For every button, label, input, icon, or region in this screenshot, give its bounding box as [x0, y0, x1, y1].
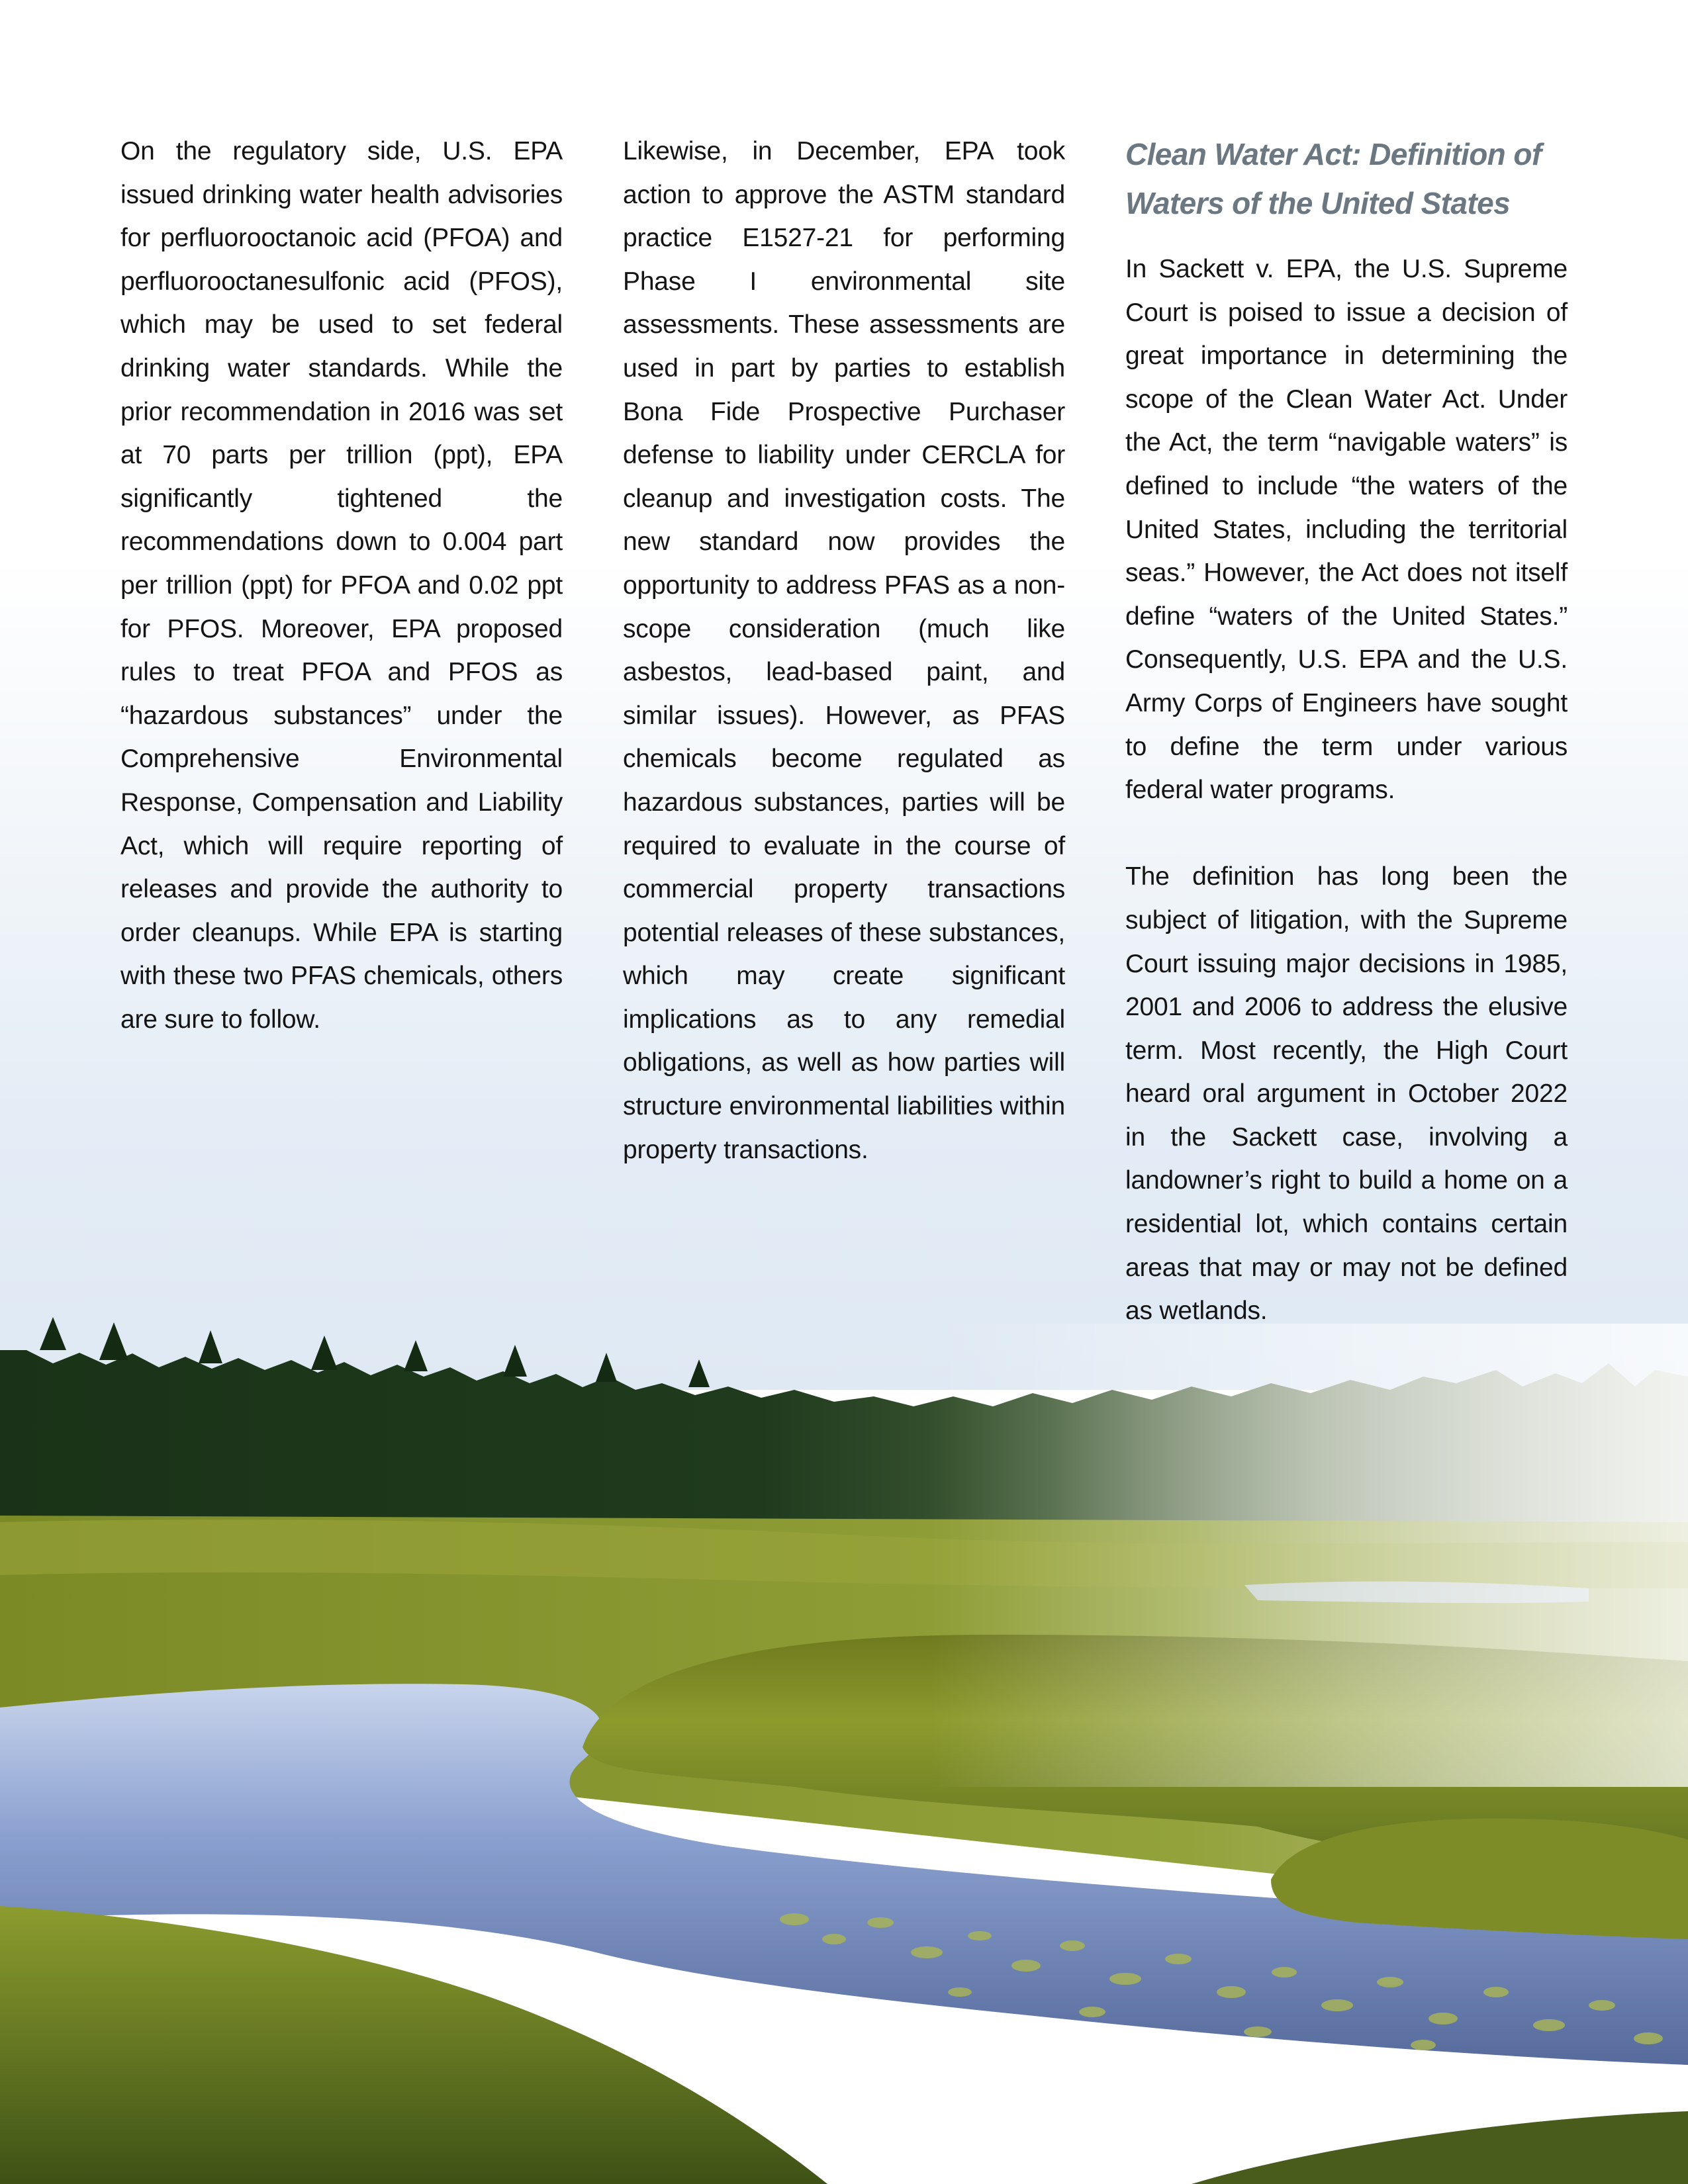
paragraph-astm-standard: Likewise, in December, EPA took action to approve the ASTM standard practice E1527-21 for performing Phase I environmental site assessments. These assessments are used in part by parties to establish Bona Fide Prospective Purchaser defense to liability under CERCLA for cleanup and investigation costs. The new standard now provides the opportunity to address PFAS as a non-scope consideration (much like asbestos, lead-based paint, and similar issues). However, as PFAS chemicals become regulated as hazardous substances, parties will be required to evaluate in the course of commercial property transactions potential releases of these substances, which may create significant implications as to any remedial obligations, as well as how parties will structure environmental liabilities within property transactions. — [623, 137, 1065, 1164]
text-column-2 — [623, 130, 1065, 1171]
section-heading-clean-water-act: Clean Water Act: Definition of Waters of the United States — [1125, 137, 1542, 220]
paragraph-sackett-v-epa: In Sackett v. EPA, the U.S. Supreme Court is poised to issue a decision of great importance in determining the scope of the Clean Water Act. Under the Act, the term “navigable waters” is defined to include “the waters of the United States, including the territorial seas.” However, the Act does not itself define “waters of the United States.” Consequently, U.S. EPA and the U.S. Army Corps of Engineers have sought to define the term under various federal water programs. — [1125, 255, 1568, 805]
text-column-3 — [1125, 130, 1568, 1333]
paragraph-definition-litigation: The definition has long been the subject of litigation, with the Supreme Court issuing major decisions in 1985, 2001 and 2006 to address the elusive term. Most recently, the High Court heard oral argument in October 2022 in the Sackett case, involving a landowner’s right to build a home on a residential lot, which contains certain areas that may or may not be defined as wetlands. — [1125, 862, 1568, 1326]
paragraph-pfas-regulation: On the regulatory side, U.S. EPA issued drinking water health advisories for perfluorooctanoic acid (PFOA) and perfluorooctanesulfonic acid (PFOS), which may be used to set federal drinking water standards. While the prior recommendation in 2016 was set at 70 parts per trillion (ppt), EPA significantly tightened the recommendations down to 0.004 part per trillion (ppt) for PFOA and 0.02 ppt for PFOS. Moreover, EPA proposed rules to treat PFOA and PFOS as “hazardous substances” under the Comprehensive Environmental Response, Compensation and Liability Act, which will require reporting of releases and provide the authority to order cleanups. While EPA is starting with these two PFAS chemicals, others are sure to follow. — [120, 137, 563, 1034]
text-column-1 — [120, 130, 563, 1041]
